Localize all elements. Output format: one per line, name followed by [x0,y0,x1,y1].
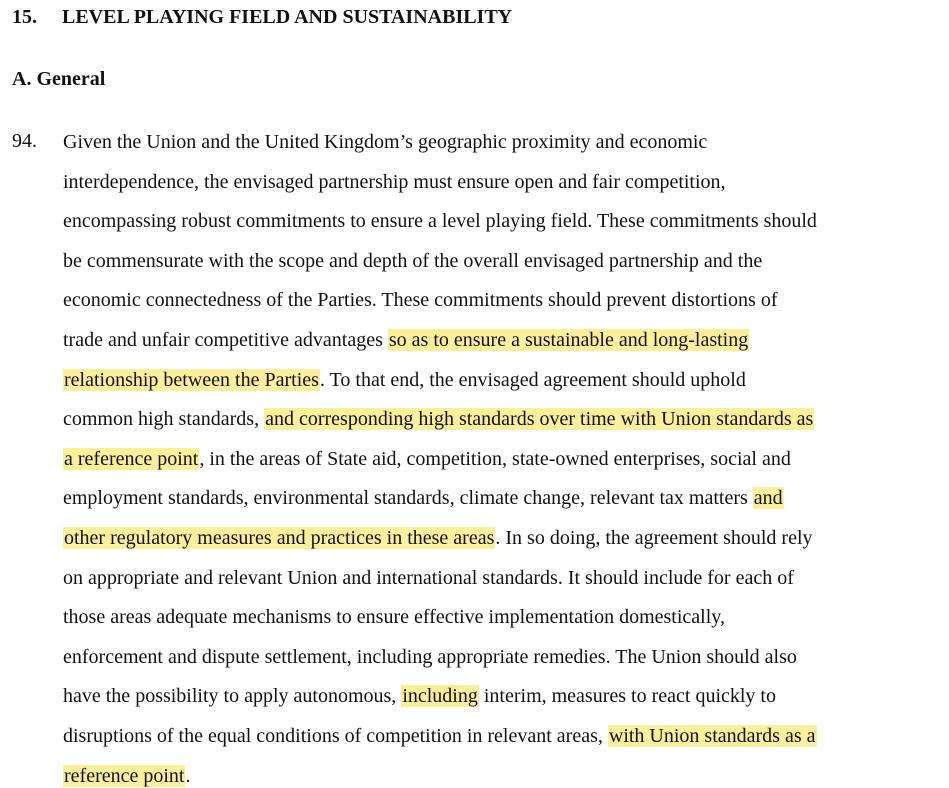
paragraph-line [63,684,776,708]
highlighted-text: and [753,487,783,510]
highlighted-text: relationship between the Parties [64,368,319,391]
text-segment: enforcement and dispute settlement, including appropriate remedies. The Union should also [63,645,797,668]
section-number: 15. [12,6,37,28]
paragraph-line [63,645,797,669]
text-segment: disruptions of the equal conditions of competition in relevant areas, [63,725,608,747]
text-segment: Given the Union and the United Kingdom’s geographic proximity and economic [63,131,708,153]
paragraph-line [63,407,814,431]
section-title: LEVEL PLAYING FIELD AND SUSTAINABILITY [62,6,513,28]
text-segment: on appropriate and relevant Union and international standards. It should include for each of [63,566,794,589]
subsection-heading: A. General [12,68,106,90]
text-segment: , in the areas of State aid, competition, state-owned enterprises, social and [199,447,791,470]
paragraph-line [63,447,791,471]
paragraph-line [63,288,777,312]
section-heading [12,6,512,29]
paragraph-line [63,249,762,273]
paragraph-line [63,170,726,194]
paragraph-line [63,328,749,352]
text-segment: have the possibility to apply autonomous, [63,685,402,708]
text-segment: . In so doing, the agreement should rely [495,527,813,549]
text-segment: encompassing robust commitments to ensure a level playing field. These commitments should [63,210,817,233]
text-segment: . To that end, the envisaged agreement should uphold [319,368,746,391]
text-segment: interim, measures to react quickly to [478,685,776,708]
text-segment: trade and unfair competitive advantages [63,329,388,351]
highlighted-text: other regulatory measures and practices in these areas [64,527,495,549]
paragraph-line [63,566,794,590]
text-segment: employment standards, environmental standards, climate change, relevant tax matters [63,487,753,510]
paragraph-line [63,526,813,550]
highlighted-text: a reference point [64,447,199,470]
highlighted-text: and corresponding high standards over time with Union standards as [265,408,814,431]
text-segment: those areas adequate mechanisms to ensure effective implementation domestically, [63,606,725,629]
text-segment: be commensurate with the scope and depth of the overall envisaged partnership and the [63,249,763,272]
text-segment: . [185,764,191,787]
paragraph-line [63,724,817,748]
paragraph-line [63,368,746,392]
highlighted-text: reference point [64,764,185,787]
text-segment: economic connectedness of the Parties. These commitments should prevent distortions of [63,289,778,312]
paragraph-number: 94. [12,130,37,152]
highlighted-text: with Union standards as a [608,725,816,747]
text-segment: interdependence, the envisaged partnership must ensure open and fair competition, [63,170,726,193]
highlighted-text: so as to ensure a sustainable and long-lasting [388,329,749,351]
paragraph-line [63,130,707,154]
paragraph-line [63,209,817,233]
paragraph-line [63,605,725,629]
text-segment: common high standards, [63,408,265,431]
paragraph-line [63,486,784,510]
highlighted-text: including [402,685,478,708]
